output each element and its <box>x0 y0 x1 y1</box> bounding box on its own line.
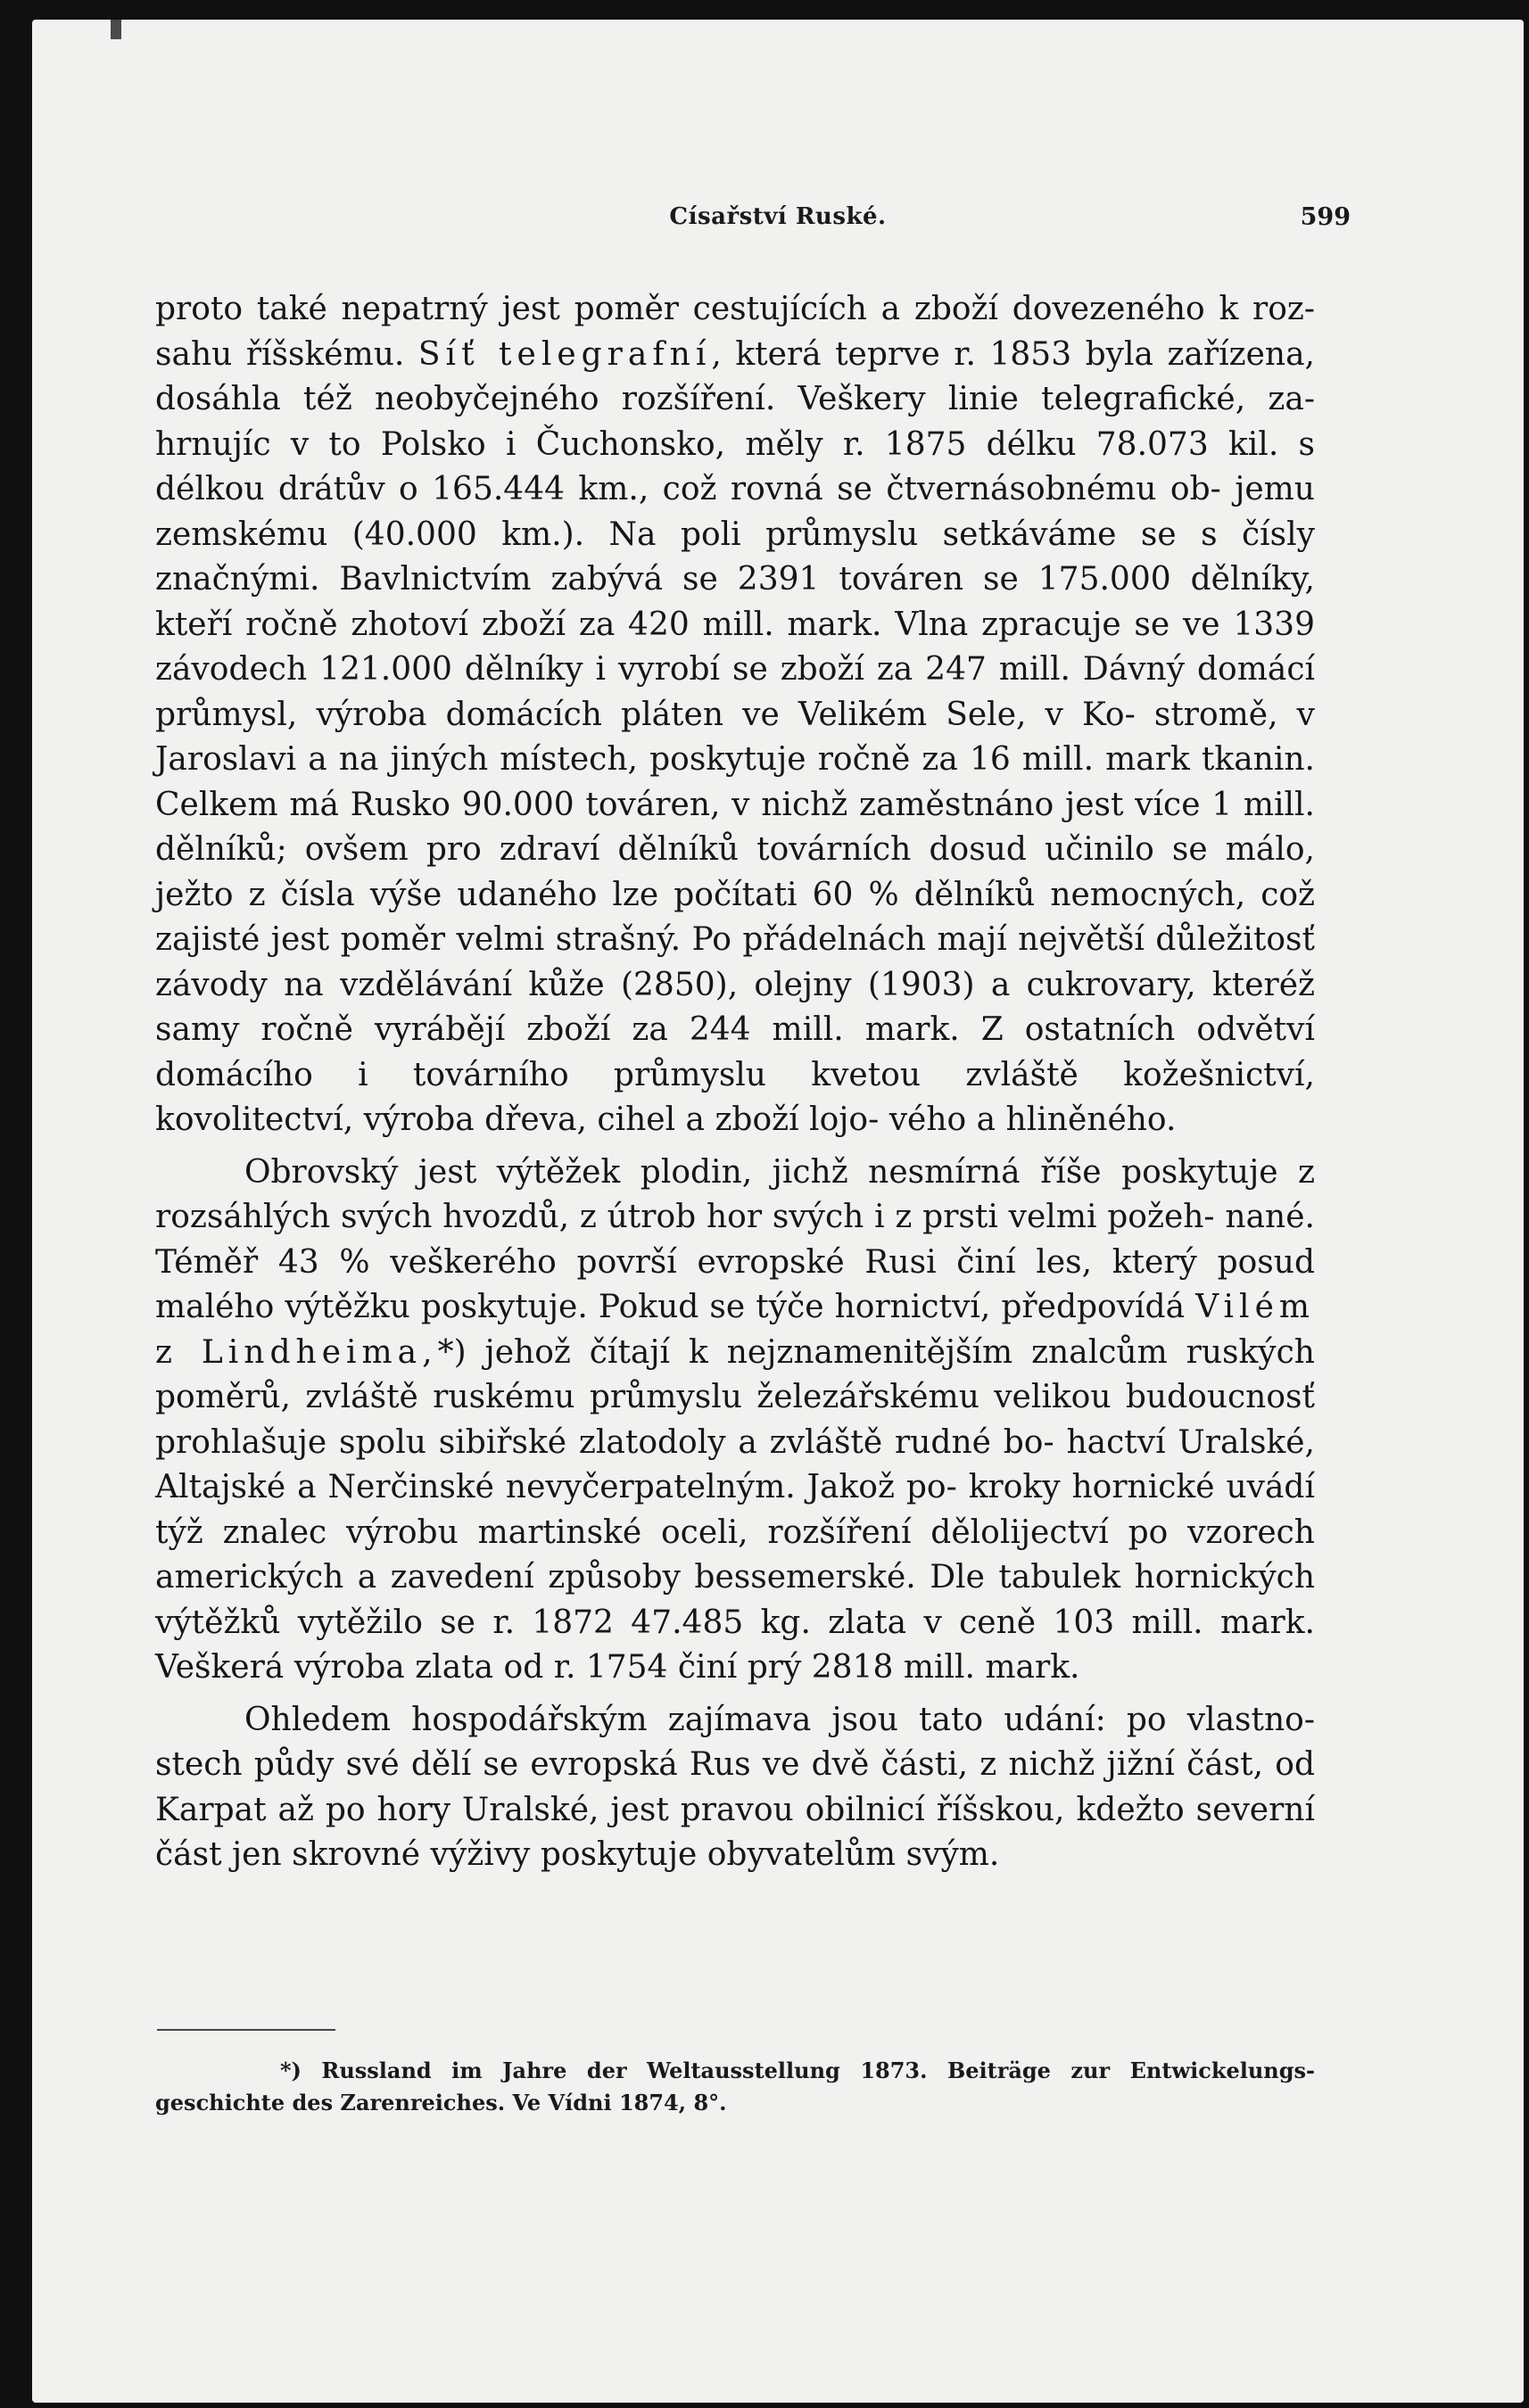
footnote <box>155 2055 1315 2119</box>
footnote-rule <box>157 2029 335 2031</box>
paragraph-1: proto také nepatrný jest poměr cestujících a zboží dovezeného k roz- sahu říšskému. Síť telegrafní, která teprve r. 1853 byla zařízena, dosáhla též neobyčejného rozšíření. Veškery linie telegrafické, za- hrnujíc v to Polsko i Čuchonsko, měly r. 1875 délku 78.073 kil. s délkou drátův o 165.444 km., což rovná se čtvernásobnému ob- jemu zemskému (40.000 km.). Na poli průmyslu setkáváme se s čísly značnými. Bavlnictvím zabývá se 2391 továren se 175.000 dělníky, kteří ročně zhotoví zboží za 420 mill. mark. Vlna zpracuje se ve 1339 závodech 121.000 dělníky i vyrobí se zboží za 247 mill. Dávný domácí průmysl, výroba domácích pláten ve Velikém Sele, v Ko- stromě, v Jaroslavi a na jiných místech, poskytuje ročně za 16 mill. mark tkanin. Celkem má Rusko 90.000 továren, v nichž zaměstnáno jest více 1 mill. dělníků; ovšem pro zdraví dělníků továrních dosud učinilo se málo, ježto z čísla výše udaného lze počítati 60 % dělníků nemocných, což zajisté jest poměr velmi strašný. Po přádelnách mají největší důležitosť závody na vzdělávání kůže (2850), olejny (1903) a cukrovary, kteréž samy ročně vyrábějí zboží za 244 mill. mark. Z ostatních odvětví domácího i továrního průmyslu kvetou zvláště kožešnictví, kovolitectví, výroba dřeva, cihel a zboží lojo- vého a hliněného. <box>155 291 1316 1138</box>
page-number: 599 <box>1300 203 1351 231</box>
paragraph-2: Obrovský jest výtěžek plodin, jichž nesmírná říše poskytuje z rozsáhlých svých hvozdů, z útrob hor svých i z prsti velmi požeh- nané. Téměř 43 % veškerého površí evropské Rusi činí les, který posud malého výtěžku poskytuje. Pokud se týče hornictví, předpovídá Vilém z Lindheima,*) jehož čítají k nejznamenitějším znalcům ruských poměrů, zvláště ruskému průmyslu železářskému velikou budoucnosť prohlašuje spolu sibiřské zlatodoly a zvláště rudné bo- hactví Uralské, Altajské a Nerčinské nevyčerpatelným. Jakož po- kroky hornické uvádí týž znalec výrobu martinské oceli, rozšíření dělolijectví po vzorech amerických a zavedení způsoby bessemerské. Dle tabulek hornických výtěžků vytěžilo se r. 1872 47.485 kg. zlata v ceně 103 mill. mark. Veškerá výroba zlata od r. 1754 činí prý 2818 mill. mark. <box>155 1153 1316 1686</box>
page-header <box>32 203 1524 239</box>
book-page <box>32 20 1524 2403</box>
body-text <box>155 287 1315 1878</box>
paragraph-3: Ohledem hospodářským zajímava jsou tato udání: po vlastno- stech půdy své dělí se evropská Rus ve dvě části, z nichž jižní část, od Karpat až po hory Uralské, jest pravou obilnicí říšskou, kdežto severní část jen skrovné výživy poskytuje obyvatelům svým. <box>155 1701 1316 1873</box>
footnote-text: Russland im Jahre der Weltausstellung 1873. Beiträge zur Entwickelungs-geschichte des Zarenreiches. Ve Vídni 1874, 8°. <box>155 2058 1315 2115</box>
binding-mark <box>111 20 121 39</box>
running-title: Císařství Ruské. <box>669 203 887 230</box>
footnote-marker: *) <box>280 2058 302 2083</box>
spaced-name: Vilém z Lindheima, <box>155 1289 1316 1371</box>
spaced-term: Síť telegrafní <box>417 335 712 373</box>
